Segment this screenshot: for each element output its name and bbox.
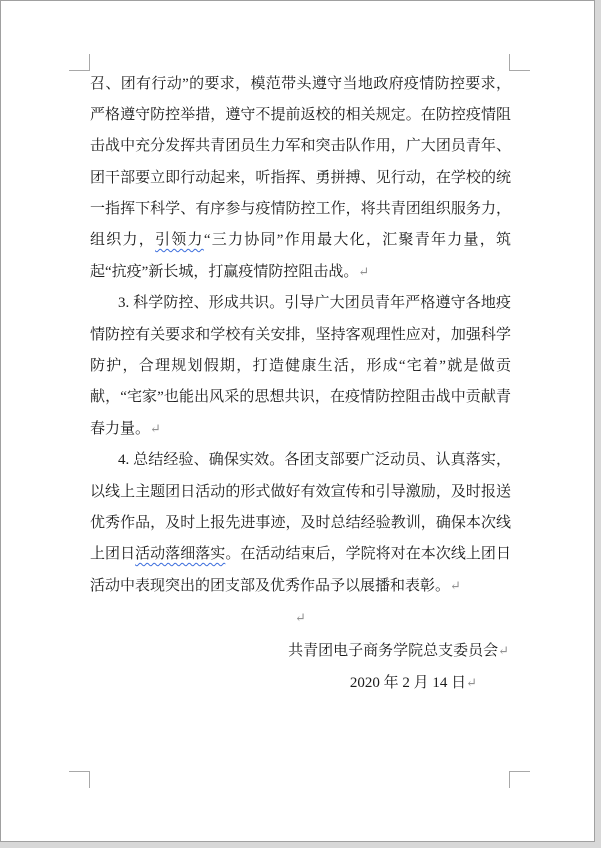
paragraph-mark: ↵ — [498, 642, 509, 658]
empty-paragraph — [90, 602, 511, 634]
text-run: 4. 总结经验、确保实效。各团支部要广泛动员、认真落实，以线上主题团日活动的形式做好有效宣传和引导激励，及时报送优秀作品，及时上报先进事迹，及时总结经验教训，确保本次线上团日 — [90, 452, 511, 563]
text-run: 召、团有行动”的要求，模范带头遵守当地政府疫情防控要求，严格遵守防控举措，遵守不提前返校的相关规定。在防控疫情阻击战中充分发挥共青团员生力军和突击队作用，广大团员青年、团干部要立即行动起来，听指挥、勇拼搏、见行动，在学校的统一指挥下科学、有序参与疫情防控工作，将共青团组织服务力，组织力， — [90, 76, 511, 249]
grammar-flagged-text: 引领力 — [155, 232, 204, 249]
text-run: 。在活动结束后，学院将对在本次线上团日活动中表现突出的团支部及优秀作品予以展播和表彰。 — [90, 546, 511, 595]
grammar-flagged-text: 活动落细落实 — [135, 546, 226, 563]
paragraph-continuation — [90, 69, 511, 288]
paragraph-mark: ↵ — [358, 264, 370, 280]
margin-cropmark-top-left-icon — [69, 54, 90, 71]
text-run: 2020 年 2 月 14 日 — [349, 674, 467, 691]
paragraph-item-3 — [90, 288, 511, 445]
paragraph-mark: ↵ — [466, 674, 477, 690]
margin-cropmark-bottom-right-icon — [509, 771, 530, 788]
document-body[interactable] — [90, 69, 511, 699]
signature-line — [90, 635, 511, 667]
paragraph-mark: ↵ — [150, 421, 161, 437]
text-run: 3. 科学防控、形成共识。引导广大团员青年严格遵守各地疫情防控有关要求和学校有关安排，坚持客观理性应对，加强科学防护，合理规划假期，打造健康生活，形成“宅着”就是做贡献，“宅家”也能出风采的思想共识，在疫情防控阻击战中贡献青春力量。 — [90, 295, 511, 438]
paragraph-mark: ↵ — [450, 578, 461, 594]
margin-cropmark-top-right-icon — [509, 54, 530, 71]
paragraph-mark: ↵ — [295, 610, 306, 626]
margin-cropmark-bottom-left-icon — [69, 771, 90, 788]
date-line — [90, 667, 511, 699]
paragraph-item-4 — [90, 445, 511, 602]
text-run: “三力协同”作用最大化，汇聚青年力量，筑起“抗疫”新长城，打赢疫情防控阻击战。 — [90, 232, 511, 281]
text-run: 共青团电子商务学院总支委员会 — [288, 642, 499, 659]
